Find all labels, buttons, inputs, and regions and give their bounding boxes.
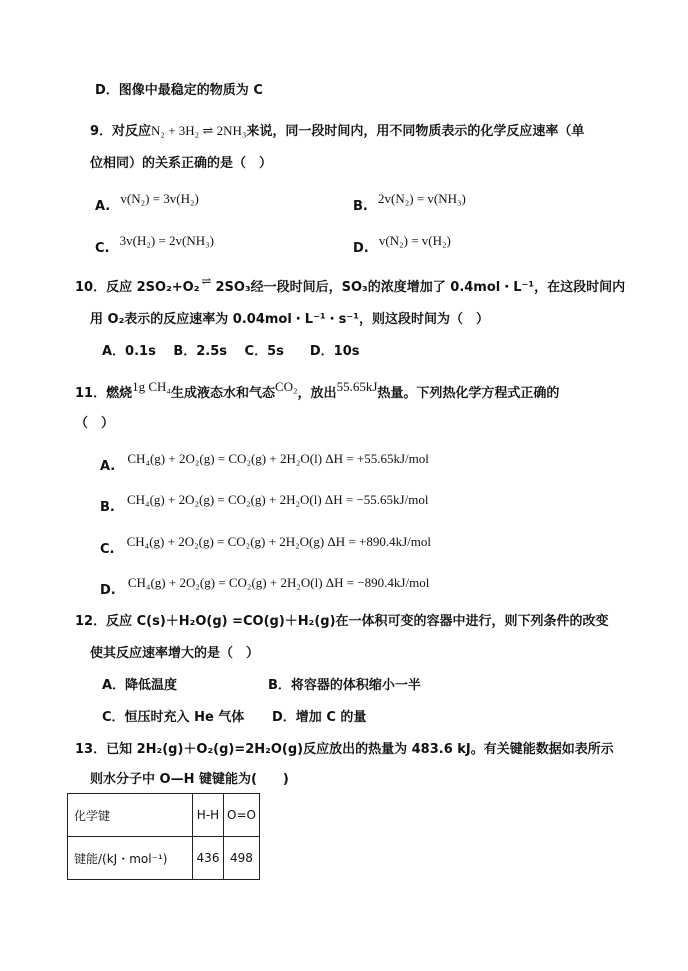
option-label: C. [100,542,115,557]
q9-stem-rest: 来说，同一段时间内，用不同物质表示的化学反应速率（单 [246,124,585,139]
q10-stem-end: 2SO₃经一段时间后，SO₃的浓度增加了 0.4mol・L⁻¹，在这段时间内 [215,280,626,295]
q12-option-a: A．降低温度 [102,678,178,693]
q12-stem-line2: 使其反应速率增大的是（ ） [90,646,260,661]
q9-stem-line2: 位相同）的关系正确的是（ ） [90,156,273,171]
q11-co2: CO₂ [274,379,298,394]
q13-stem-line1: 13．已知 2H₂(g)＋O₂(g)=2H₂O(g)反应放出的热量为 483.6 kJ。有关键能数据如表所示 [75,742,614,757]
option-expression: v(N₂) = 3v(H₂) [120,191,199,206]
q11-stem-b: 生成液态水和气态 [170,386,275,401]
q10-stem-line1 [75,274,626,297]
option-label: D. [100,583,116,598]
q12-option-d: D．增加 C 的量 [272,710,367,725]
table-cell: 键能/(kJ・mol⁻¹) [68,837,193,880]
q11-option-a [100,450,429,474]
option-label: C. [95,241,110,256]
option-label: A. [95,199,111,214]
q11-stem-line1 [75,379,560,403]
q12-option-b: B．将容器的体积缩小一半 [268,678,421,693]
q11-stem-d: 热量。下列热化学方程式正确的 [377,386,560,401]
table-row [68,837,260,880]
option-expression: 2v(N₂) = v(NH₃) [378,191,466,206]
q11-option-c [100,533,431,557]
q8-option-d: D．图像中最稳定的物质为 C [95,83,263,98]
option-label: A. [100,459,116,474]
q12-stem-line1: 12．反应 C(s)＋H₂O(g) =CO(g)＋H₂(g)在一体积可变的容器中进行，则下列条件的改变 [75,614,609,629]
option-expression: CH₄(g) + 2O₂(g) = CO₂(g) + 2H₂O(l) ΔH = +55.65kJ/mol [127,451,429,466]
q11-mass: 1g CH₄ [132,379,171,394]
table-cell: 498 [224,837,260,880]
table-header-row [68,794,260,837]
q9-prefix: 9．对反应 [90,124,152,139]
option-expression: 3v(H₂) = 2v(NH₃) [119,233,215,248]
q9-stem-line1 [90,122,584,141]
option-label: B. [353,199,368,214]
option-expression: CH₄(g) + 2O₂(g) = CO₂(g) + 2H₂O(l) ΔH = −55.65kJ/mol [127,492,429,507]
q10-equilibrium-arrow: ⇌ [201,274,212,288]
q9-option-d [353,232,451,256]
q11-stem-c: ，放出 [297,386,337,401]
q9-option-a [95,190,199,214]
q12-option-c: C．恒压时充入 He 气体 [102,710,245,725]
q11-heat: 55.65kJ [336,379,378,394]
option-expression: v(N₂) = v(H₂) [378,233,451,248]
option-expression: CH₄(g) + 2O₂(g) = CO₂(g) + 2H₂O(l) ΔH = −890.4kJ/mol [127,575,430,590]
q9-option-c [95,232,215,256]
q11-option-d [100,574,430,598]
option-label: B. [100,500,115,515]
q11-stem-a: 11．燃烧 [75,386,133,401]
q13-stem-line2: 则水分子中 O—H 键键能为( ) [90,772,289,787]
q10-options: A．0.1s B．2.5s C．5s D．10s [102,344,360,359]
table-cell: H-H [193,794,224,837]
option-expression: CH₄(g) + 2O₂(g) = CO₂(g) + 2H₂O(g) ΔH = +890.4kJ/mol [126,534,431,549]
table-cell: O=O [224,794,260,837]
option-label: D. [353,241,369,256]
q11-option-b [100,491,429,515]
q10-stem-line2: 用 O₂表示的反应速率为 0.04mol・L⁻¹・s⁻¹，则这段时间为（ ） [90,312,489,327]
q10-stem-start: 10．反应 2SO₂+O₂ [75,280,200,295]
q9-option-b [353,190,466,214]
bond-energy-table [67,793,260,880]
q9-equation: N₂ + 3H₂ ⇌ 2NH₃ [151,123,247,138]
table-cell: 436 [193,837,224,880]
table-cell: 化学键 [68,794,193,837]
q11-stem-line2: （ ） [75,416,115,431]
